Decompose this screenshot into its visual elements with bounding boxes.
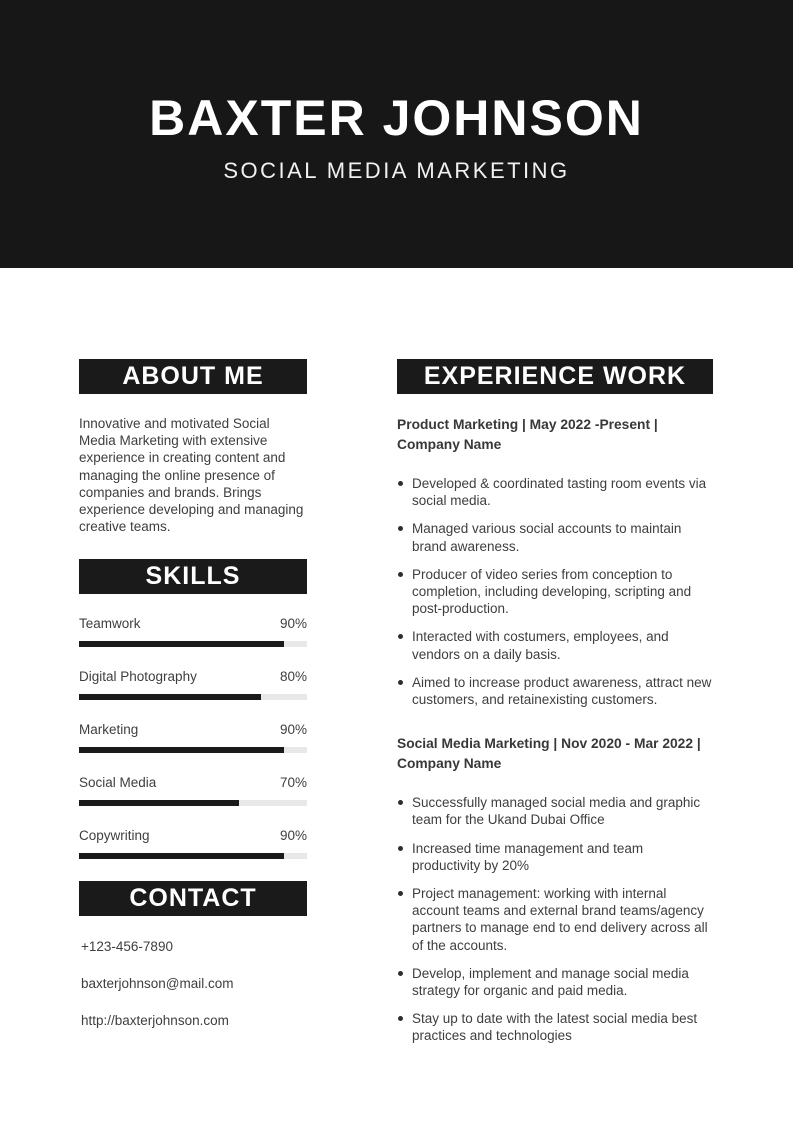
skill-row: [79, 775, 307, 806]
experience-job: [397, 734, 713, 1044]
skill-bar-track: [79, 747, 307, 753]
job-heading-line1: Social Media Marketing | Nov 2020 - Mar 2022 |: [397, 736, 701, 752]
skills-section: [79, 559, 307, 859]
skill-bar-track: [79, 641, 307, 647]
skill-percent: 90%: [279, 828, 307, 844]
job-bullet: Stay up to date with the latest social media best practices and technologies: [397, 1010, 713, 1044]
job-bullet-list: [397, 794, 713, 1044]
job-heading-line2: Company Name: [397, 437, 502, 452]
experience-job: [397, 415, 713, 708]
job-heading-line2: Company Name: [397, 756, 502, 772]
contact-section: [79, 881, 307, 1029]
right-column: [397, 359, 713, 1056]
skill-label: Teamwork: [79, 616, 141, 632]
skill-bar-track: [79, 694, 307, 700]
job-bullet-list: [397, 475, 713, 708]
job-bullet: Aimed to increase product awareness, attract new customers, and retainexisting customers.: [397, 674, 713, 708]
skills-list: [79, 616, 307, 859]
contact-phone: +123-456-7890: [81, 939, 173, 955]
skill-label: Marketing: [79, 722, 139, 738]
left-column: [79, 359, 307, 1056]
job-bullet: Increased time management and team productivity by 20%: [397, 840, 713, 874]
skill-bar-track: [79, 800, 307, 806]
skill-label: Social Media: [79, 775, 157, 791]
skill-label: Digital Photography: [79, 669, 197, 685]
skill-row: [79, 669, 307, 700]
skill-bar-fill: [79, 747, 284, 753]
skill-bar-track: [79, 853, 307, 859]
job-bullet: Developed & coordinated tasting room events via social media.: [397, 475, 713, 509]
experience-title: EXPERIENCE WORK: [397, 359, 713, 394]
skills-title: SKILLS: [79, 559, 307, 594]
about-section: [79, 359, 307, 535]
job-bullet: Interacted with costumers, employees, and vendors on a daily basis.: [397, 628, 713, 662]
skill-bar-fill: [79, 641, 284, 647]
contact-title: CONTACT: [79, 881, 307, 916]
contact-website: http://baxterjohnson.com: [81, 1013, 229, 1029]
skill-percent: 70%: [279, 775, 307, 791]
contact-email: baxterjohnson@mail.com: [81, 976, 234, 992]
job-bullet: Producer of video series from conception to completion, including developing, scripting and post-production.: [397, 566, 713, 618]
skill-percent: 80%: [279, 669, 307, 685]
skill-percent: 90%: [279, 722, 307, 738]
skill-bar-fill: [79, 694, 261, 700]
resume-header: [0, 0, 793, 268]
skill-bar-fill: [79, 853, 284, 859]
skill-row: [79, 828, 307, 859]
person-role: SOCIAL MEDIA MARKETING: [223, 158, 570, 184]
skill-label: Copywriting: [79, 828, 150, 844]
content-columns: [0, 359, 793, 1056]
job-bullet: Managed various social accounts to maintain brand awareness.: [397, 520, 713, 554]
job-heading: [397, 734, 713, 774]
contact-list: [79, 939, 307, 1029]
skill-bar-fill: [79, 800, 239, 806]
job-bullet: Successfully managed social media and graphic team for the Ukand Dubai Office: [397, 794, 713, 828]
person-name: BAXTER JOHNSON: [149, 89, 644, 146]
job-bullet: Develop, implement and manage social media strategy for organic and paid media.: [397, 965, 713, 999]
skill-row: [79, 616, 307, 647]
skill-percent: 90%: [279, 616, 307, 632]
job-heading-line1: Product Marketing | May 2022 -Present |: [397, 417, 658, 432]
skill-row: [79, 722, 307, 753]
job-bullet: Project management: working with internal account teams and external brand teams/agency partners to manage end to end delivery across all of the accounts.: [397, 885, 713, 954]
about-text: Innovative and motivated Social Media Marketing with extensive experience in creating content and managing the online presence of companies and brands. Brings experience developing and managing creative teams.: [79, 416, 304, 535]
job-heading: [397, 415, 713, 455]
about-title: ABOUT ME: [79, 359, 307, 394]
